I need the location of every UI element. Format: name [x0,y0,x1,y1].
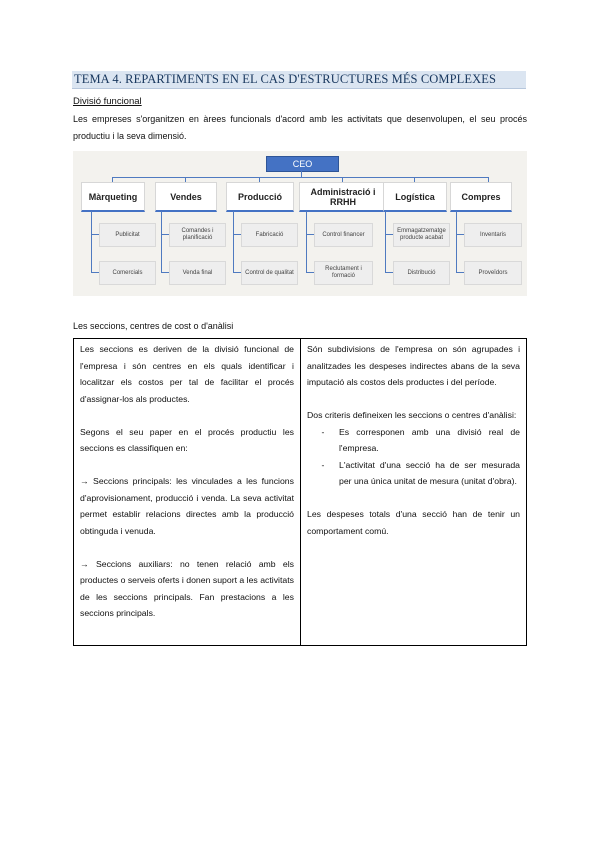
dept-produccio: Producció [226,182,294,212]
left-paragraph: → Seccions auxiliars: no tenen relació amb els productes o serveis oferts i donen suport a les activitats de les seccions principals. Fan prestacions a les seccions principals. [80,558,294,618]
right-paragraph: Són subdivisions de l'empresa on són agrupades i analitzades les despeses indirectes abans de la seva imputació als costos dels productes i del període. [307,344,520,387]
chart-connector [306,272,314,273]
sub-comandes: Comandes i planificació [169,223,226,247]
org-root-ceo: CEO [266,156,339,172]
chart-connector [91,211,92,273]
chart-connector [233,272,241,273]
dept-administracio-rrhh: Administració i RRHH [299,182,387,212]
chart-connector [306,234,314,235]
sub-distribucio: Distribució [393,261,450,285]
criteria-list [307,424,520,490]
subheading: Divisió funcional [73,96,142,107]
sections-label: Les seccions, centres de cost o d'anàlisi [73,321,234,331]
bullet-dash: - [321,426,325,437]
right-paragraph: Les despeses totals d'una secció han de tenir un comportament comú. [307,509,520,536]
chart-connector [385,272,393,273]
chart-connector [385,211,386,273]
chart-connector [233,211,234,273]
right-cell [301,339,527,646]
chart-connector [306,211,307,273]
sub-comercials: Comercials [99,261,156,285]
sub-reclutament: Reclutament i formació [314,261,373,285]
chart-connector [112,177,488,178]
sub-control-qualitat: Control de qualitat [241,261,298,285]
dept-marqueting: Màrqueting [81,182,145,212]
criteria-item: - Es corresponen amb una divisió real de l'empresa. [307,424,520,457]
left-paragraph: → Seccions principals: les vinculades a les funcions d'aprovisionament, producció i venda. La seva activitat permet establir relacions directes amb la producció obtinguda i venuda. [80,476,294,536]
chart-connector [456,234,464,235]
right-paragraph: Dos criteris defineixen les seccions o centres d'anàlisi: [307,410,517,420]
sub-proveidors: Proveïdors [464,261,522,285]
page-title: TEMA 4. REPARTIMENTS EN EL CAS D'ESTRUCTURES MÉS COMPLEXES [72,71,526,89]
bullet-dash: - [321,459,325,470]
chart-connector [456,272,464,273]
chart-connector [233,234,241,235]
chart-connector [161,272,169,273]
dept-vendes: Vendes [155,182,217,212]
sub-venda-final: Venda final [169,261,226,285]
sub-control-financer: Control financer [314,223,373,247]
criteria-item: - L'activitat d'una secció ha de ser mesurada per una única unitat de mesura (unitat d'obra). [307,457,520,490]
intro-paragraph: Les empreses s'organitzen en àrees funcionals d'acord amb les activitats que desenvolupen, el seu procés productiu i la seva dimensió. [73,114,527,141]
left-paragraph: Segons el seu paper en el procés productiu les seccions es classifiquen en: [80,426,294,453]
org-chart [73,151,527,296]
dept-logistica: Logística [383,182,447,212]
sub-emmagatzematge: Emmagatzematge producte acabat [393,223,450,247]
chart-connector [91,234,99,235]
sub-publicitat: Publicitat [99,223,156,247]
chart-connector [385,234,393,235]
chart-connector [161,211,162,273]
left-cell [74,339,301,646]
sub-fabricacio: Fabricació [241,223,298,247]
chart-connector [161,234,169,235]
chart-connector [456,211,457,273]
sub-inventaris: Inventaris [464,223,522,247]
chart-connector [91,272,99,273]
sections-table [73,338,527,646]
left-paragraph: Les seccions es deriven de la divisió funcional de l'empresa i són centres en els quals identificar i localitzar els costos per tal de facilitar el procés d'assignar-los als productes. [80,344,294,404]
dept-compres: Compres [450,182,512,212]
